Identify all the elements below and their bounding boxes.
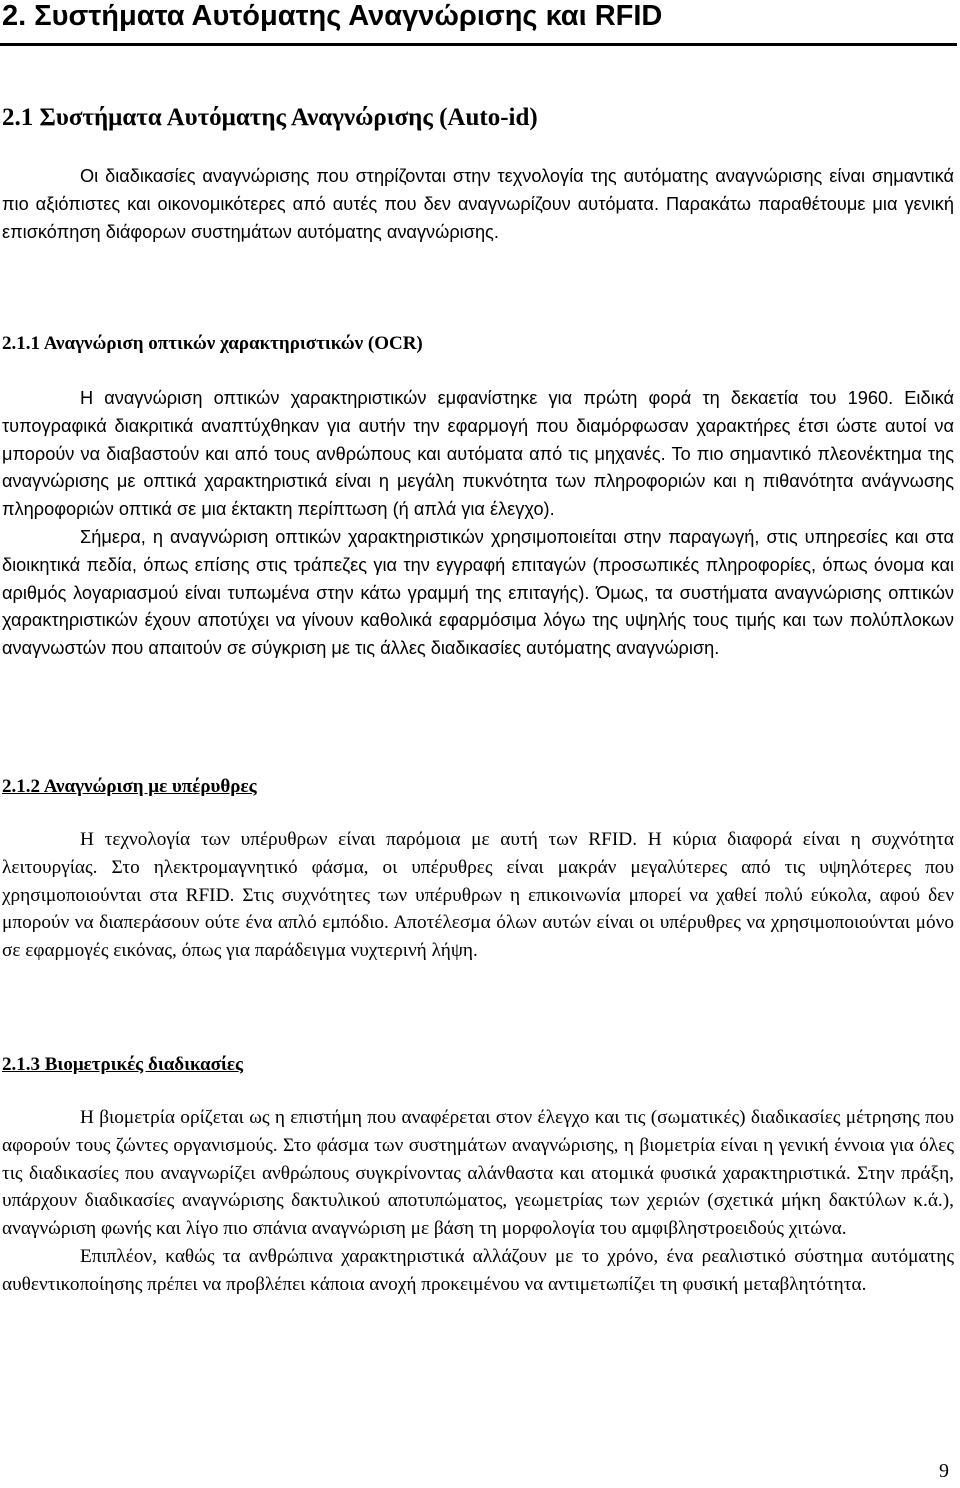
bio-paragraph-1: Η βιομετρία ορίζεται ως η επιστήμη που αναφέρεται στον έλεγχο και τις (σωματικές) διαδικασίες μέτρησης που αφορούν τους ζώντες οργανισμούς. Στο φάσμα των συστημάτων αναγνώρισης, η βιομετρία είναι η γενική έννοια για όλες τις διαδικασίες που αναγνωρίζει ανθρώπους συγκρίνοντας αλάνθαστα και ατομικά φυσικά χαρακτηριστικά. Στην πράξη, υπάρχουν διαδικασίες αναγνώρισης δακτυλικού αποτυπώματος, γεωμετρίας των χεριών (σχετικά μήκη δακτύλων κ.ά.), αναγνώριση φωνής και λίγο πιο σπάνια αναγνώριση με βάση τη μορφολογία του αμφιβληστροειδούς χιτώνα. bbox=[2, 1107, 954, 1240]
section-title: 2.1 Συστήματα Αυτόματης Αναγνώρισης (Auto-id) bbox=[2, 104, 538, 131]
ir-heading: 2.1.2 Αναγνώριση με υπέρυθρες bbox=[2, 776, 257, 797]
ocr-paragraph-1: Η αναγνώριση οπτικών χαρακτηριστικών εμφανίστηκε για πρώτη φορά τη δεκαετία του 1960. Ειδικά τυπογραφικά διακριτικά αναπτύχθηκαν για αυτήν την εφαρμογή που διαμόρφωσαν χαρακτήρες έτσι ώστε αυτοί να μπορούν να διαβαστούν και από τους ανθρώπους και αυτόματα από τις μηχανές. Το πιο σημαντικό πλεονέκτημα της αναγνώρισης με οπτικά χαρακτηριστικά είναι η μεγάλη πυκνότητα των πληροφοριών και η πιθανότητα ανάγνωσης πληροφοριών οπτικά σε μια έκτακτη περίπτωση (ή απλά για έλεγχο). bbox=[2, 388, 954, 520]
bio-paragraph-2: Επιπλέον, καθώς τα ανθρώπινα χαρακτηριστικά αλλάζουν με το χρόνο, ένα ρεαλιστικό σύστημα αυτόματης αυθεντικοποίησης πρέπει να προβλέπει κάποια ανοχή προκειμένου να αντιμετωπίζει τη φυσική μεταβλητότητα. bbox=[2, 1245, 954, 1295]
page-number: 9 bbox=[939, 1460, 949, 1482]
ocr-heading: 2.1.1 Αναγνώριση οπτικών χαρακτηριστικών (OCR) bbox=[2, 333, 423, 354]
chapter-title: 2. Συστήματα Αυτόματης Αναγνώρισης και RFID bbox=[2, 0, 663, 32]
bio-heading: 2.1.3 Βιομετρικές διαδικασίες bbox=[2, 1054, 244, 1075]
bio-section bbox=[2, 1104, 954, 1299]
chapter-rule bbox=[0, 43, 957, 46]
ir-paragraph-1: Η τεχνολογία των υπέρυθρων είναι παρόμοια με αυτή των RFID. Η κύρια διαφορά είναι η συχνότητα λειτουργίας. Στο ηλεκτρομαγνητικό φάσμα, οι υπέρυθρες είναι μακράν μεγαλύτερες από τις υψηλότερες που χρησιμοποιούνται στα RFID. Στις συχνότητες των υπέρυθρων η επικοινωνία μπορεί να χαθεί πολύ εύκολα, αφού δεν μπορούν να διαπεράσουν ούτε ένα απλό εμπόδιο. Αποτέλεσμα όλων αυτών είναι οι υπέρυθρες να χρησιμοποιούνται μόνο σε εφαρμογές εικόνας, όπως για παράδειγμα νυχτερινή λήψη. bbox=[2, 829, 954, 962]
ocr-paragraph-2: Σήμερα, η αναγνώριση οπτικών χαρακτηριστικών χρησιμοποιείται στην παραγωγή, στις υπηρεσίες και στα διοικητικά πεδία, όπως επίσης στις τράπεζες για την εγγραφή επιταγών (προσωπικές πληροφορίες, όπως όνομα και αριθμός λογαριασμού είναι τυπωμένα στην κάτω γραμμή της επιταγής). Όμως, τα συστήματα αναγνώρισης οπτικών χαρακτηριστικών έχουν αποτύχει να γίνουν καθολικά εφαρμόσιμα λόγω της υψηλής τους τιμής και των πολύπλοκων αναγνωστών που απαιτούν σε σύγκριση με τις άλλες διαδικασίες αυτόματης αναγνώριση. bbox=[2, 526, 954, 659]
intro-paragraph bbox=[2, 163, 954, 246]
ir-section bbox=[2, 826, 954, 965]
ocr-section bbox=[2, 385, 954, 663]
intro-text: Οι διαδικασίες αναγνώρισης που στηρίζονται στην τεχνολογία της αυτόματης αναγνώρισης είναι σημαντικά πιο αξιόπιστες και οικονομικότερες από αυτές που δεν αναγνωρίζουν αυτόματα. Παρακάτω παραθέτουμε μια γενική επισκόπηση διάφορων συστημάτων αυτόματης αναγνώρισης. bbox=[2, 166, 954, 242]
